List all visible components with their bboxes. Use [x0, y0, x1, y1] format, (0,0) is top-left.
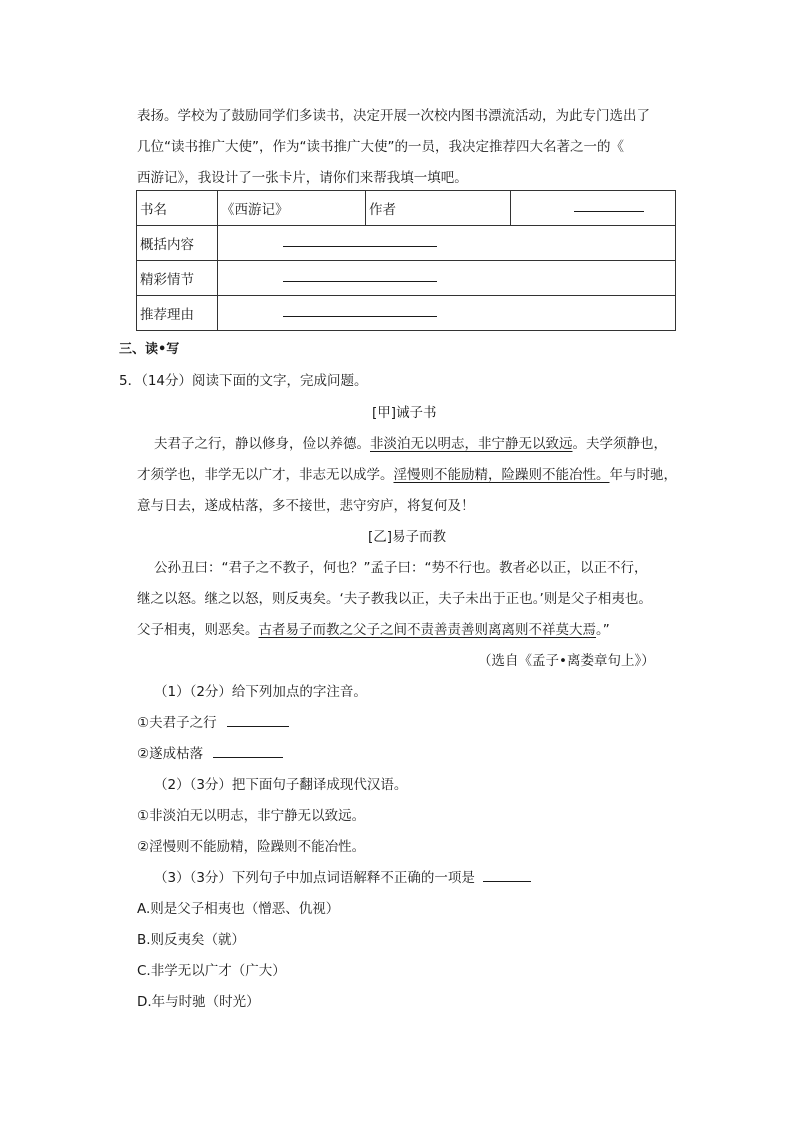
sub-1-item-a-answer-blank[interactable]	[227, 716, 289, 727]
highlight-label: 精彩情节	[137, 261, 218, 296]
passage-jia-line-1	[154, 432, 667, 452]
option-d: D.年与时驰（时光）	[137, 994, 260, 1010]
author-answer-blank[interactable]	[574, 201, 644, 212]
jia-line-1-part-a: 夫君子之行，静以修身，俭以养德。	[154, 436, 370, 452]
reason-label: 推荐理由	[137, 296, 218, 331]
jia-underlined-sentence-1: 非淡泊无以明志，非宁静无以致远	[370, 436, 573, 452]
option-a: A.则是父子相夷也（憎恶、仇视）	[137, 901, 340, 917]
sub-question-3	[154, 866, 531, 886]
reason-answer-cell	[218, 296, 676, 331]
option-b: B.则反夷矣（就）	[137, 932, 246, 948]
sub-question-1-item-a	[137, 711, 289, 731]
jia-line-2-part-c: 年与时驰，	[609, 467, 677, 483]
passage-jia-title: [甲]诫子书	[372, 405, 437, 421]
jia-line-2-part-a: 才须学也，非学无以广才，非志无以成学。	[137, 467, 394, 483]
sub-question-2: （2）（3分）把下面句子翻译成现代汉语。	[154, 777, 408, 793]
author-label: 作者	[366, 191, 511, 226]
yi-underlined-sentence: 古者易子而教之父子之间不责善责善则离离则不祥莫大焉	[258, 622, 596, 638]
sub-1-item-a-text: ①夫君子之行	[137, 715, 217, 731]
summary-answer-cell	[218, 226, 676, 261]
passage-jia-line-2	[137, 463, 677, 483]
summary-answer-blank[interactable]	[283, 236, 437, 247]
passage-jia-line-3: 意与日去，遂成枯落，多不接世，悲守穷庐，将复何及！	[137, 498, 475, 514]
sub-question-2-item-a: ①非淡泊无以明志，非宁静无以致远。	[137, 808, 366, 824]
passage-yi-title: [乙]易子而教	[368, 529, 447, 545]
recommendation-card-table	[136, 190, 676, 331]
yi-line-3-part-c: 。”	[596, 622, 610, 638]
yi-line-3-part-a: 父子相夷，则恶矣。	[137, 622, 259, 638]
sub-question-1: （1）（2分）给下列加点的字注音。	[154, 684, 367, 700]
jia-line-1-part-c: 。夫学须静也，	[572, 436, 667, 452]
highlight-answer-cell	[218, 261, 676, 296]
highlight-answer-blank[interactable]	[283, 271, 437, 282]
jia-underlined-sentence-2: 淫慢则不能励精，险躁则不能冶性。	[393, 467, 610, 483]
passage-yi-line-1: 公孙丑曰：“君子之不教子，何也？”孟子曰：“势不行也。教者必以正，以正不行，	[154, 560, 648, 576]
intro-line-1: 表扬。学校为了鼓励同学们多读书，决定开展一次校内图书漂流活动，为此专门选出了	[137, 108, 650, 124]
passage-yi-line-2: 继之以怒。继之以怒，则反夷矣。‘夫子教我以正，夫子未出于正也。’则是父子相夷也。	[137, 591, 652, 607]
card-row-summary	[137, 226, 676, 261]
book-value: 《西游记》	[218, 191, 366, 226]
passage-source: （选自《孟子•离娄章句上》）	[478, 653, 655, 669]
book-label: 书名	[137, 191, 218, 226]
sub-question-2-item-b: ②淫慢则不能励精，险躁则不能冶性。	[137, 839, 366, 855]
sub-1-item-b-answer-blank[interactable]	[213, 747, 283, 758]
sub-3-text: （3）（3分）下列句子中加点词语解释不正确的一项是	[154, 870, 475, 886]
intro-line-3: 西游记》，我设计了一张卡片，请你们来帮我填一填吧。	[137, 170, 468, 186]
question-5-stem: 5．（14分）阅读下面的文字，完成问题。	[119, 373, 368, 389]
sub-question-1-item-b	[137, 742, 283, 762]
passage-yi-line-3	[137, 618, 610, 638]
card-row-reason	[137, 296, 676, 331]
sub-1-item-b-text: ②遂成枯落	[137, 746, 204, 762]
section-heading: 三、读•写	[119, 342, 180, 357]
sub-3-answer-blank[interactable]	[483, 871, 531, 882]
card-row-book	[137, 191, 676, 226]
intro-line-2: 几位“读书推广大使”，作为“读书推广大使”的一员，我决定推荐四大名著之一的《	[137, 139, 624, 155]
summary-label: 概括内容	[137, 226, 218, 261]
option-c: C.非学无以广才（广大）	[137, 963, 286, 979]
reason-answer-blank[interactable]	[283, 306, 437, 317]
card-row-highlight	[137, 261, 676, 296]
author-answer-cell	[511, 191, 676, 226]
